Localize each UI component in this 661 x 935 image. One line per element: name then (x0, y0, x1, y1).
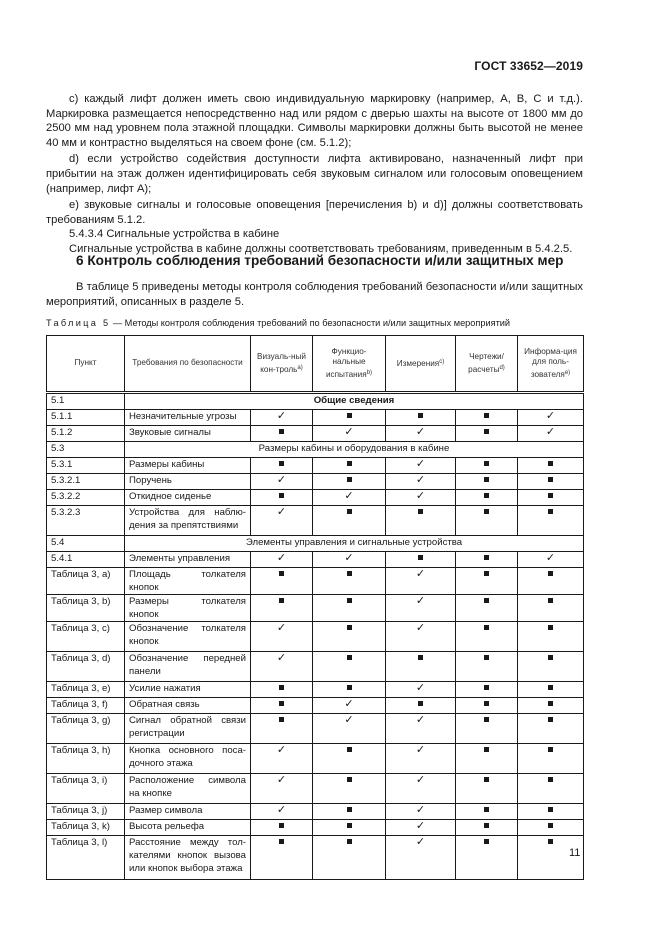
filled-square-icon (548, 509, 553, 514)
table-row (47, 698, 584, 714)
cell-measurements (386, 552, 456, 568)
cell-drawings (456, 568, 518, 595)
table-row (47, 426, 584, 442)
cell-measurements (386, 474, 456, 490)
check-mark-icon: ✓ (344, 552, 354, 564)
cell-punkt: 5.3.1 (47, 458, 125, 474)
filled-square-icon (548, 477, 553, 482)
cell-visual (251, 552, 313, 568)
check-mark-icon: ✓ (545, 410, 556, 422)
table-row (47, 804, 584, 820)
cell-drawings (456, 652, 518, 682)
filled-square-icon (279, 493, 284, 498)
filled-square-icon (484, 777, 489, 782)
cell-punkt: Таблица 3, i) (47, 774, 125, 804)
cell-punkt: Таблица 3, a) (47, 568, 125, 595)
filled-square-icon (548, 625, 553, 630)
header-drawings: Чертежи/ расчеты$^{d)}$ (456, 336, 518, 393)
filled-square-icon (279, 429, 284, 434)
check-mark-icon: ✓ (344, 426, 354, 438)
cell-measurements (386, 490, 456, 506)
cell-requirement: Обозначение толкателя кнопок (125, 622, 251, 652)
section-intro (46, 280, 583, 310)
cell-user-info (518, 474, 584, 490)
cell-functional (313, 552, 386, 568)
cell-requirement: Обозначение передней панели (125, 652, 251, 682)
filled-square-icon (347, 807, 352, 812)
cell-punkt: Таблица 3, h) (47, 744, 125, 774)
cell-drawings (456, 595, 518, 622)
filled-square-icon (347, 777, 352, 782)
check-mark-icon: ✓ (415, 595, 426, 607)
cell-visual (251, 426, 313, 442)
filled-square-icon (279, 823, 284, 828)
filled-square-icon (347, 477, 352, 482)
cell-requirement: Звуковые сигналы (125, 426, 251, 442)
cell-functional (313, 682, 386, 698)
cell-functional (313, 820, 386, 836)
cell-requirement: Расположение символа на кнопке (125, 774, 251, 804)
filled-square-icon (347, 685, 352, 690)
table-row (47, 836, 584, 880)
cell-measurements (386, 698, 456, 714)
check-mark-icon: ✓ (276, 652, 287, 664)
filled-square-icon (484, 655, 489, 660)
filled-square-icon (347, 571, 352, 576)
header-user-info: Информа-ция для поль-зователя$^{e)}$ (518, 336, 584, 393)
check-mark-icon: ✓ (276, 506, 287, 518)
cell-drawings (456, 426, 518, 442)
cell-user-info (518, 568, 584, 595)
cell-visual (251, 474, 313, 490)
cell-drawings (456, 774, 518, 804)
cell-drawings (456, 410, 518, 426)
filled-square-icon (484, 747, 489, 752)
cell-user-info (518, 410, 584, 426)
table-row (47, 714, 584, 744)
cell-punkt: 5.3.2.3 (47, 506, 125, 536)
filled-square-icon (279, 571, 284, 576)
filled-square-icon (548, 685, 553, 690)
cell-punkt: Таблица 3, f) (47, 698, 125, 714)
table-row (47, 744, 584, 774)
cell-drawings (456, 474, 518, 490)
cell-group-title: Элементы управления и сигнальные устройства (125, 536, 584, 552)
check-mark-icon: ✓ (276, 774, 287, 786)
subsection-heading: 5.4.3.4 Сигнальные устройства в кабине (69, 228, 280, 241)
filled-square-icon (484, 701, 489, 706)
check-mark-icon: ✓ (415, 774, 426, 786)
cell-measurements (386, 568, 456, 595)
cell-requirement: Размеры толкателя кнопок (125, 595, 251, 622)
cell-group-title: Общие сведения (125, 393, 584, 410)
filled-square-icon (418, 555, 423, 560)
check-mark-icon: ✓ (545, 426, 556, 438)
filled-square-icon (347, 625, 352, 630)
filled-square-icon (279, 717, 284, 722)
check-mark-icon: ✓ (415, 744, 426, 756)
table-row (47, 820, 584, 836)
cell-measurements (386, 506, 456, 536)
cell-functional (313, 490, 386, 506)
cell-punkt: 5.3.2.2 (47, 490, 125, 506)
filled-square-icon (484, 625, 489, 630)
cell-functional (313, 426, 386, 442)
table-row (47, 682, 584, 698)
cell-visual (251, 698, 313, 714)
filled-square-icon (484, 413, 489, 418)
cell-user-info (518, 458, 584, 474)
filled-square-icon (484, 429, 489, 434)
check-mark-icon: ✓ (415, 714, 426, 726)
cell-drawings (456, 820, 518, 836)
table-row (47, 622, 584, 652)
cell-measurements (386, 410, 456, 426)
filled-square-icon (548, 777, 553, 782)
filled-square-icon (484, 571, 489, 576)
document-code: ГОСТ 33652—2019 (474, 59, 583, 73)
cell-punkt: Таблица 3, c) (47, 622, 125, 652)
cell-requirement: Размер символа (125, 804, 251, 820)
cell-measurements (386, 595, 456, 622)
cell-visual (251, 820, 313, 836)
cell-drawings (456, 506, 518, 536)
filled-square-icon (279, 685, 284, 690)
cell-measurements (386, 622, 456, 652)
cell-punkt: 5.4.1 (47, 552, 125, 568)
filled-square-icon (484, 509, 489, 514)
cell-visual (251, 682, 313, 698)
filled-square-icon (484, 807, 489, 812)
cell-functional (313, 698, 386, 714)
filled-square-icon (347, 747, 352, 752)
paragraph-e: e) звуковые сигналы и голосовые оповещения [перечисления b) и d)] должны соответствовать требованиям 5.1.2. (46, 199, 583, 226)
filled-square-icon (484, 461, 489, 466)
filled-square-icon (347, 461, 352, 466)
cell-measurements (386, 836, 456, 880)
cell-functional (313, 568, 386, 595)
cell-user-info (518, 682, 584, 698)
cell-requirement: Площадь толкателя кнопок (125, 568, 251, 595)
cell-user-info (518, 490, 584, 506)
table-group-row (47, 393, 584, 410)
check-mark-icon: ✓ (415, 682, 426, 694)
cell-punkt: Таблица 3, e) (47, 682, 125, 698)
cell-punkt: Таблица 3, d) (47, 652, 125, 682)
cell-measurements (386, 804, 456, 820)
check-mark-icon: ✓ (415, 622, 426, 634)
table-row (47, 506, 584, 536)
filled-square-icon (418, 509, 423, 514)
cell-requirement: Расстояние между тол-кателями кнопок вызова или кнопок выбора этажа (125, 836, 251, 880)
table-caption-text: — Методы контроля соблюдения требований по безопасности и/или защитных мероприятий (110, 318, 511, 328)
check-mark-icon: ✓ (276, 804, 287, 816)
cell-user-info (518, 820, 584, 836)
cell-drawings (456, 682, 518, 698)
check-mark-icon: ✓ (415, 490, 426, 502)
cell-requirement: Незначительные угрозы (125, 410, 251, 426)
filled-square-icon (548, 461, 553, 466)
cell-functional (313, 804, 386, 820)
cell-functional (313, 714, 386, 744)
table-group-row (47, 442, 584, 458)
filled-square-icon (548, 839, 553, 844)
cell-drawings (456, 836, 518, 880)
cell-group-title: Размеры кабины и оборудования в кабине (125, 442, 584, 458)
cell-requirement: Высота рельефа (125, 820, 251, 836)
cell-drawings (456, 458, 518, 474)
table-row (47, 652, 584, 682)
cell-measurements (386, 820, 456, 836)
cell-visual (251, 595, 313, 622)
cell-user-info (518, 698, 584, 714)
cell-user-info (518, 506, 584, 536)
cell-punkt: Таблица 3, l) (47, 836, 125, 880)
table-row (47, 458, 584, 474)
cell-drawings (456, 622, 518, 652)
cell-functional (313, 474, 386, 490)
cell-visual (251, 744, 313, 774)
cell-functional (313, 744, 386, 774)
cell-visual (251, 458, 313, 474)
cell-functional (313, 836, 386, 880)
check-mark-icon: ✓ (415, 804, 426, 816)
cell-visual (251, 490, 313, 506)
filled-square-icon (548, 655, 553, 660)
table-row (47, 410, 584, 426)
check-mark-icon: ✓ (276, 744, 287, 756)
table-row (47, 490, 584, 506)
header-visual: Визуаль-ный кон-троль$^{a)}$ (251, 336, 313, 393)
filled-square-icon (279, 701, 284, 706)
cell-functional (313, 652, 386, 682)
check-mark-icon: ✓ (344, 698, 354, 710)
cell-punkt: 5.3.2.1 (47, 474, 125, 490)
cell-measurements (386, 744, 456, 774)
filled-square-icon (418, 655, 423, 660)
table-row (47, 474, 584, 490)
filled-square-icon (347, 655, 352, 660)
cell-visual (251, 506, 313, 536)
cell-requirement: Усилие нажатия (125, 682, 251, 698)
cell-punkt: 5.1.2 (47, 426, 125, 442)
cell-visual (251, 652, 313, 682)
cell-punkt: Таблица 3, j) (47, 804, 125, 820)
cell-user-info (518, 622, 584, 652)
filled-square-icon (548, 717, 553, 722)
cell-requirement: Размеры кабины (125, 458, 251, 474)
cell-functional (313, 774, 386, 804)
table-caption (46, 318, 510, 328)
filled-square-icon (484, 477, 489, 482)
cell-requirement: Поручень (125, 474, 251, 490)
cell-drawings (456, 804, 518, 820)
page-number: 11 (569, 847, 581, 859)
cell-user-info (518, 744, 584, 774)
cell-requirement: Кнопка основного поса-дочного этажа (125, 744, 251, 774)
cell-functional (313, 506, 386, 536)
filled-square-icon (418, 701, 423, 706)
filled-square-icon (484, 823, 489, 828)
filled-square-icon (347, 413, 352, 418)
cell-drawings (456, 698, 518, 714)
cell-punkt: 5.1 (47, 393, 125, 410)
cell-user-info (518, 595, 584, 622)
intro-paragraph: В таблице 5 приведены методы контроля соблюдения требований безопасности и/или защитных мероприятий, описанных в разделе 5. (46, 281, 583, 308)
cell-user-info (518, 804, 584, 820)
check-mark-icon: ✓ (415, 568, 426, 580)
cell-requirement: Элементы управления (125, 552, 251, 568)
table-header-row (47, 336, 584, 393)
check-mark-icon: ✓ (276, 622, 287, 634)
cell-drawings (456, 490, 518, 506)
cell-user-info (518, 552, 584, 568)
filled-square-icon (484, 839, 489, 844)
cell-punkt: Таблица 3, g) (47, 714, 125, 744)
filled-square-icon (548, 701, 553, 706)
filled-square-icon (484, 717, 489, 722)
header-punkt: Пункт (47, 336, 125, 393)
filled-square-icon (548, 807, 553, 812)
filled-square-icon (548, 571, 553, 576)
cell-measurements (386, 682, 456, 698)
cell-punkt: 5.1.1 (47, 410, 125, 426)
filled-square-icon (279, 598, 284, 603)
cell-measurements (386, 652, 456, 682)
table-body (47, 393, 584, 880)
section-title: 6 Контроль соблюдения требований безопасности и/или защитных мер (76, 253, 564, 268)
cell-user-info (518, 714, 584, 744)
table-row (47, 552, 584, 568)
cell-measurements (386, 774, 456, 804)
check-mark-icon: ✓ (415, 458, 426, 470)
filled-square-icon (484, 493, 489, 498)
check-mark-icon: ✓ (415, 836, 426, 848)
subsection-text: Сигнальные устройства в кабине должны соответствовать требованиям, приведенным в 5.4.2.5. (69, 242, 573, 255)
cell-functional (313, 410, 386, 426)
cell-measurements (386, 426, 456, 442)
cell-visual (251, 568, 313, 595)
header-functional: Функцио-нальные испытания$^{b)}$ (313, 336, 386, 393)
header-measurements: Измерения$^{c)}$ (386, 336, 456, 393)
paragraph-d: d) если устройство содействия доступности лифта активировано, назначенный лифт при прибытии на этаж должен идентифицировать себя звуковым сигналом или голосовым оповещением (например, лифт А); (46, 153, 583, 195)
cell-punkt: Таблица 3, b) (47, 595, 125, 622)
cell-visual (251, 804, 313, 820)
cell-requirement: Откидное сиденье (125, 490, 251, 506)
cell-functional (313, 622, 386, 652)
filled-square-icon (548, 598, 553, 603)
filled-square-icon (484, 685, 489, 690)
table-row (47, 568, 584, 595)
cell-requirement: Обратная связь (125, 698, 251, 714)
cell-requirement: Сигнал обратной связи регистрации (125, 714, 251, 744)
filled-square-icon (279, 839, 284, 844)
cell-drawings (456, 744, 518, 774)
cell-visual (251, 410, 313, 426)
table-caption-label: Таблица 5 (46, 318, 111, 328)
filled-square-icon (548, 493, 553, 498)
check-mark-icon: ✓ (276, 410, 287, 422)
header-requirements: Требования по безопасности (125, 336, 251, 393)
cell-drawings (456, 714, 518, 744)
body-text (46, 92, 583, 257)
methods-table (46, 335, 584, 880)
table-row (47, 595, 584, 622)
cell-user-info (518, 426, 584, 442)
table-group-row (47, 536, 584, 552)
filled-square-icon (347, 598, 352, 603)
check-mark-icon: ✓ (415, 426, 426, 438)
cell-visual (251, 714, 313, 744)
check-mark-icon: ✓ (415, 820, 426, 832)
cell-user-info (518, 774, 584, 804)
check-mark-icon: ✓ (276, 474, 287, 486)
cell-punkt: 5.3 (47, 442, 125, 458)
paragraph-c: c) каждый лифт должен иметь свою индивидуальную маркировку (например, А, В, С и т.д.). Маркировка размещается непосредственно над или рядом с дверью шахты на высоте от 1800 мм до 2500 мм над уровнем пола этажной площадки. Символы маркировки должны быть высотой не менее 40 мм и контрастно выделяться на своем фоне (см. 5.1.2); (46, 93, 583, 149)
check-mark-icon: ✓ (415, 474, 426, 486)
filled-square-icon (548, 823, 553, 828)
cell-functional (313, 458, 386, 474)
cell-functional (313, 595, 386, 622)
filled-square-icon (484, 598, 489, 603)
table-row (47, 774, 584, 804)
check-mark-icon: ✓ (344, 714, 354, 726)
cell-user-info (518, 652, 584, 682)
filled-square-icon (548, 747, 553, 752)
filled-square-icon (484, 555, 489, 560)
check-mark-icon: ✓ (276, 552, 287, 564)
check-mark-icon: ✓ (545, 552, 556, 564)
cell-measurements (386, 714, 456, 744)
filled-square-icon (347, 823, 352, 828)
cell-punkt: Таблица 3, k) (47, 820, 125, 836)
filled-square-icon (418, 413, 423, 418)
cell-requirement: Устройства для наблю-дения за препятствиями (125, 506, 251, 536)
filled-square-icon (279, 461, 284, 466)
filled-square-icon (347, 509, 352, 514)
filled-square-icon (347, 839, 352, 844)
cell-visual (251, 836, 313, 880)
cell-visual (251, 622, 313, 652)
check-mark-icon: ✓ (344, 490, 354, 502)
cell-punkt: 5.4 (47, 536, 125, 552)
cell-measurements (386, 458, 456, 474)
cell-visual (251, 774, 313, 804)
cell-drawings (456, 552, 518, 568)
